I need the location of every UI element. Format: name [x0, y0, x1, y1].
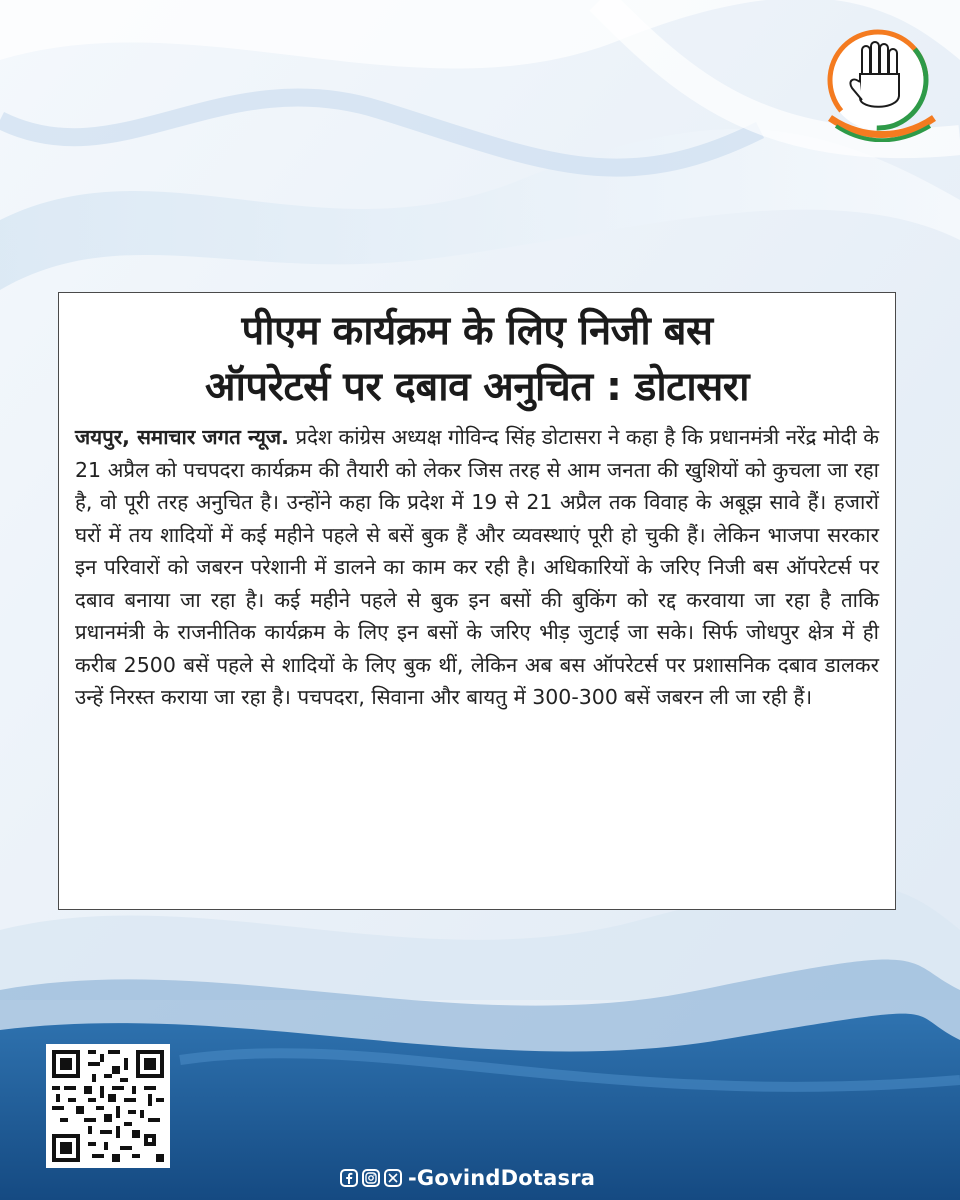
instagram-icon[interactable] [362, 1169, 380, 1187]
headline [59, 303, 895, 415]
social-footer [340, 1163, 595, 1193]
facebook-icon[interactable] [340, 1169, 358, 1187]
article-body [75, 421, 879, 714]
dateline: जयपुर, समाचार जगत न्यूज. [75, 425, 289, 449]
qr-code [46, 1044, 170, 1168]
social-handle: -GovindDotasra [408, 1166, 596, 1190]
headline-line-1: पीएम कार्यक्रम के लिए निजी बस [241, 308, 713, 354]
newspaper-clipping [58, 292, 896, 910]
article-text: प्रदेश कांग्रेस अध्यक्ष गोविन्द सिंह डोटासरा ने कहा है कि प्रधानमंत्री नरेंद्र मोदी के 21 अप्रैल को पचपदरा कार्यक्रम की तैयारी को लेकर जिस तरह से आम जनता की खुशियों को कुचला जा रहा है, वो पूरी तरह अनुचित है। उन्होंने कहा कि प्रदेश में 19 से 21 अप्रैल तक विवाह के अबूझ सावे हैं। हजारों घरों में तय शादियों में कई महीने पहले से बसें बुक हैं और व्यवस्थाएं पूरी हो चुकी हैं। लेकिन भाजपा सरकार इन परिवारों को जबरन परेशानी में डालने का काम कर रही है। अधिकारियों के जरिए निजी बस ऑपरेटर्स पर दबाव बनाया जा रहा है। कई महीने पहले से बुक इन बसों की बुकिंग को रद्द करवाया जा रहा है ताकि प्रधानमंत्री के राजनीतिक कार्यक्रम के लिए इन बसों के जरिए भीड़ जुटाई जा सके। सिर्फ जोधपुर क्षेत्र में ही करीब 2500 बसें पहले से शादियों के लिए बुक थीं, लेकिन अब बस ऑपरेटर्स पर प्रशासनिक दबाव डालकर उन्हें निरस्त कराया जा रहा है। पचपदरा, सिवाना और बायतु में 300-300 बसें जबरन ली जा रही हैं। [75, 425, 879, 709]
x-icon[interactable] [384, 1169, 402, 1187]
party-logo [822, 22, 938, 142]
headline-line-2: ऑपरेटर्स पर दबाव अनुचित : डोटासरा [205, 364, 749, 410]
